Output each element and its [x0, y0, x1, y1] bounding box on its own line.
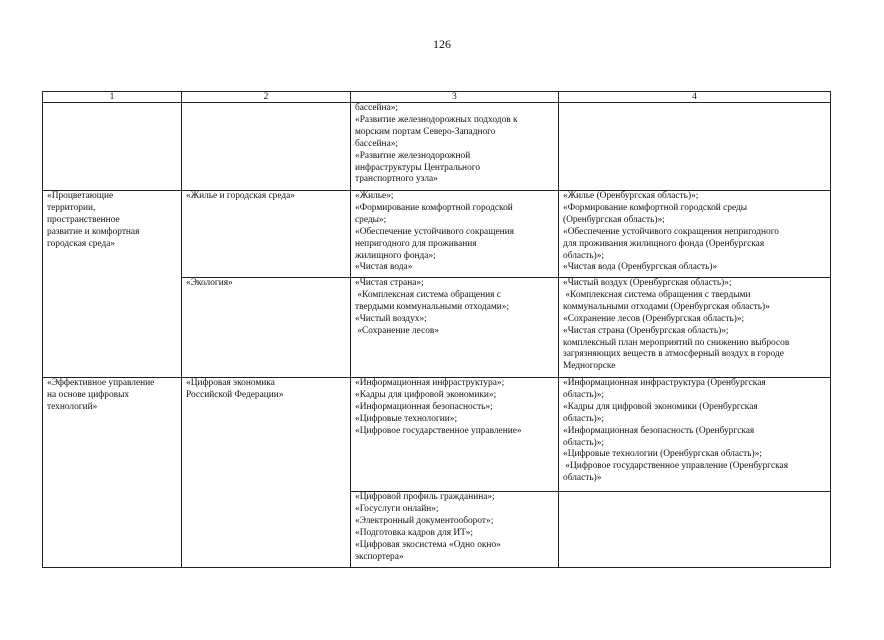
cell-line: «Формирование комфортной городской — [355, 202, 513, 213]
cell-line: жилищного фонда»; — [355, 250, 436, 261]
page-number: 126 — [433, 37, 451, 51]
table-cell — [182, 378, 351, 568]
column-header: 4 — [559, 92, 831, 103]
cell-line: загрязняющих веществ в атмосферный воздух в городе — [563, 349, 784, 360]
cell-line: «Подготовка кадров для ИТ»; — [355, 527, 473, 538]
cell-line: «Информационная безопасность (Оренбургская — [563, 425, 755, 436]
table-cell — [559, 191, 831, 278]
table-cell — [43, 378, 182, 568]
cell-line: область)» — [563, 473, 602, 484]
table-row — [43, 191, 831, 278]
cell-line: инфраструктуры Центрального — [355, 162, 481, 173]
cell-line: «Чистая страна»; — [355, 278, 424, 288]
cell-line: «Чистый воздух (Оренбургская область)»; — [563, 278, 732, 288]
cell-line: территории, — [47, 202, 96, 213]
cell-line: «Цифровая экономика — [186, 378, 275, 388]
cell-line: твердыми коммунальными отходами»; — [355, 301, 510, 312]
cell-line: транспортного узла» — [355, 174, 438, 185]
cell-line: пространственное — [47, 214, 120, 225]
cell-line: «Жилье (Оренбургская область)»; — [563, 191, 699, 201]
cell-line: «Эффективное управление — [47, 378, 155, 388]
cell-line: коммунальными отходами (Оренбургская область)» — [563, 301, 770, 312]
cell-line: «Чистый воздух»; — [355, 313, 427, 324]
cell-line: «Электронный документооборот»; — [355, 515, 494, 526]
cell-line: «Комплексная система обращения с твердыми — [563, 289, 751, 300]
table-cell — [559, 492, 831, 568]
document-table — [42, 91, 831, 568]
cell-line: «Цифровая экосистема «Одно окно» — [355, 539, 501, 550]
column-header: 2 — [182, 92, 351, 103]
cell-line: «Чистая страна (Оренбургская область)»; — [563, 325, 729, 336]
table-cell — [351, 378, 559, 492]
cell-line: на основе цифровых — [47, 389, 130, 400]
cell-line: Медногорске — [563, 361, 616, 372]
table-cell — [559, 278, 831, 378]
cell-line: Российской Федерации» — [186, 389, 284, 400]
cell-line: «Жилье»; — [355, 191, 394, 201]
cell-line: бассейна»; — [355, 103, 399, 113]
table-cell — [43, 103, 182, 191]
cell-line: среды»; — [355, 214, 387, 225]
cell-line: область)»; — [563, 250, 605, 261]
cell-line: «Цифровое государственное управление» — [355, 425, 522, 436]
cell-line: «Чистая вода» — [355, 262, 413, 273]
cell-line: комплексный план мероприятий по снижению выбросов — [563, 337, 790, 348]
cell-line: технологий» — [47, 401, 98, 412]
table-row — [43, 103, 831, 191]
cell-line: непригодного для проживания — [355, 238, 477, 249]
table-header-row — [43, 92, 831, 103]
cell-line: область)»; — [563, 437, 605, 448]
cell-line: «Цифровые технологии»; — [355, 413, 458, 424]
column-header: 1 — [43, 92, 182, 103]
cell-line: «Экология» — [186, 278, 233, 288]
cell-line: «Комплексная система обращения с — [355, 289, 501, 300]
cell-line: область)»; — [563, 413, 605, 424]
cell-line: экспортера» — [355, 551, 404, 562]
table-cell — [351, 103, 559, 191]
cell-line: область)»; — [563, 389, 605, 400]
table-cell — [351, 278, 559, 378]
cell-line: бассейна»; — [355, 138, 399, 149]
cell-line: «Обеспечение устойчивого сокращения — [355, 226, 514, 237]
cell-line: «Информационная безопасность»; — [355, 401, 493, 412]
cell-line: «Информационная инфраструктура»; — [355, 378, 505, 388]
column-header: 3 — [351, 92, 559, 103]
cell-line: «Госуслуги онлайн»; — [355, 503, 439, 514]
cell-line: городская среда» — [47, 238, 116, 249]
cell-line: «Цифровые технологии (Оренбургская область)»; — [563, 449, 762, 460]
table-cell — [559, 378, 831, 492]
table-cell — [559, 103, 831, 191]
cell-line: «Цифровой профиль гражданина»; — [355, 492, 495, 502]
cell-line: «Развитие железнодорожных подходов к — [355, 114, 518, 125]
cell-line: развитие и комфортная — [47, 226, 140, 237]
cell-line: «Кадры для цифровой экономики»; — [355, 389, 497, 400]
table-cell — [182, 278, 351, 378]
table-row — [43, 378, 831, 492]
cell-line: «Сохранение лесов» — [355, 325, 440, 336]
cell-line: «Кадры для цифровой экономики (Оренбургская — [563, 401, 758, 412]
cell-line: для проживания жилищного фонда (Оренбургская — [563, 238, 765, 249]
cell-line: «Информационная инфраструктура (Оренбургская — [563, 378, 766, 388]
cell-line: морским портам Северо-Западного — [355, 126, 496, 137]
cell-line: «Жилье и городская среда» — [186, 191, 295, 201]
cell-line: «Процветающие — [47, 191, 114, 201]
table-cell — [182, 103, 351, 191]
cell-line: «Развитие железнодорожной — [355, 150, 471, 161]
table-cell — [351, 191, 559, 278]
table-cell — [43, 191, 182, 378]
table-cell — [182, 191, 351, 278]
table-cell — [351, 492, 559, 568]
cell-line: «Формирование комфортной городской среды — [563, 202, 748, 213]
cell-line: «Цифровое государственное управление (Оренбургская — [563, 461, 789, 472]
cell-line: (Оренбургская область)»; — [563, 214, 665, 225]
cell-line: «Сохранение лесов (Оренбургская область)»; — [563, 313, 745, 324]
cell-line: «Чистая вода (Оренбургская область)» — [563, 262, 718, 273]
cell-line: «Обеспечение устойчивого сокращения непригодного — [563, 226, 779, 237]
